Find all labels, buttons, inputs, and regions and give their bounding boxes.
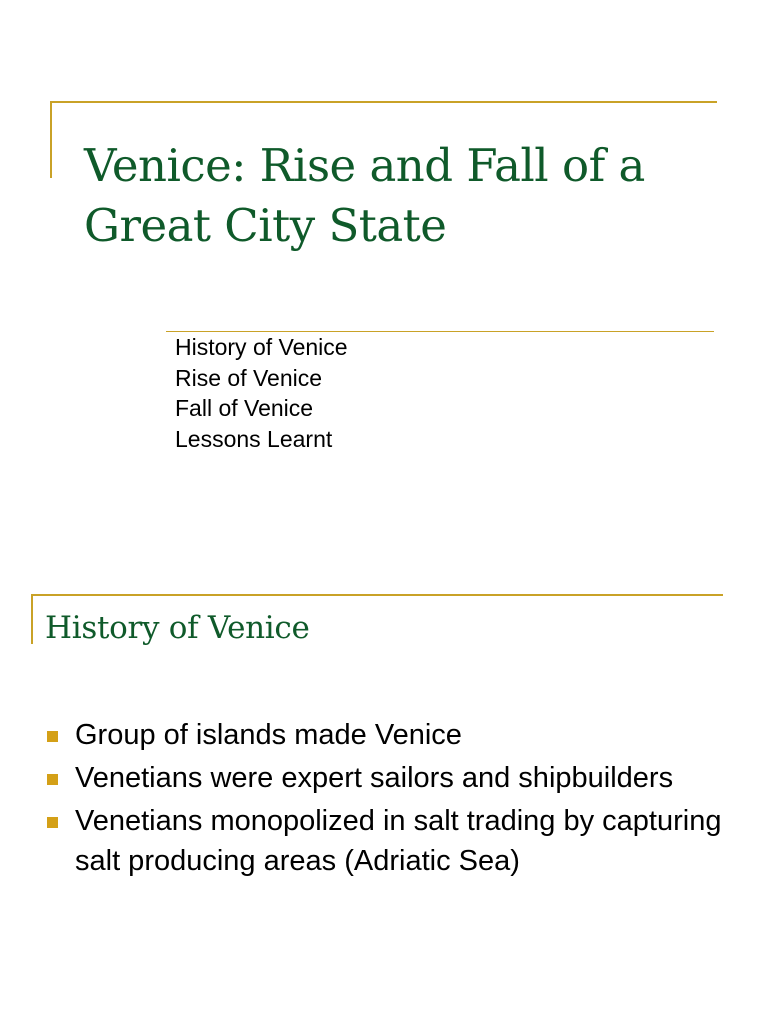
square-bullet-icon xyxy=(47,817,58,828)
bullet-item xyxy=(45,758,725,798)
title-line-1: Venice: Rise and Fall of a xyxy=(84,139,645,192)
title-top-rule xyxy=(50,101,717,103)
subtitle-list xyxy=(175,332,348,454)
title-line-2: Great City State xyxy=(84,199,447,252)
bullet-item xyxy=(45,715,725,755)
slide-2-title: History of Venice xyxy=(45,610,310,646)
square-bullet-icon xyxy=(47,731,58,742)
bullet-text: Venetians monopolized in salt trading by capturing salt producing areas (Adriatic Sea) xyxy=(75,805,722,877)
title-left-rule xyxy=(50,101,52,178)
section-top-rule xyxy=(31,594,723,596)
subtitle-item: Rise of Venice xyxy=(175,364,323,391)
bullet-text: Group of islands made Venice xyxy=(75,719,462,751)
subtitle-item: Lessons Learnt xyxy=(175,425,333,452)
slide-1-title xyxy=(84,136,684,256)
bullet-item xyxy=(45,801,725,881)
section-left-rule xyxy=(31,594,33,644)
bullet-text: Venetians were expert sailors and shipbuilders xyxy=(75,762,674,794)
square-bullet-icon xyxy=(47,774,58,785)
bullet-list xyxy=(45,715,725,884)
subtitle-item: History of Venice xyxy=(175,334,348,360)
subtitle-item: Fall of Venice xyxy=(175,395,314,421)
